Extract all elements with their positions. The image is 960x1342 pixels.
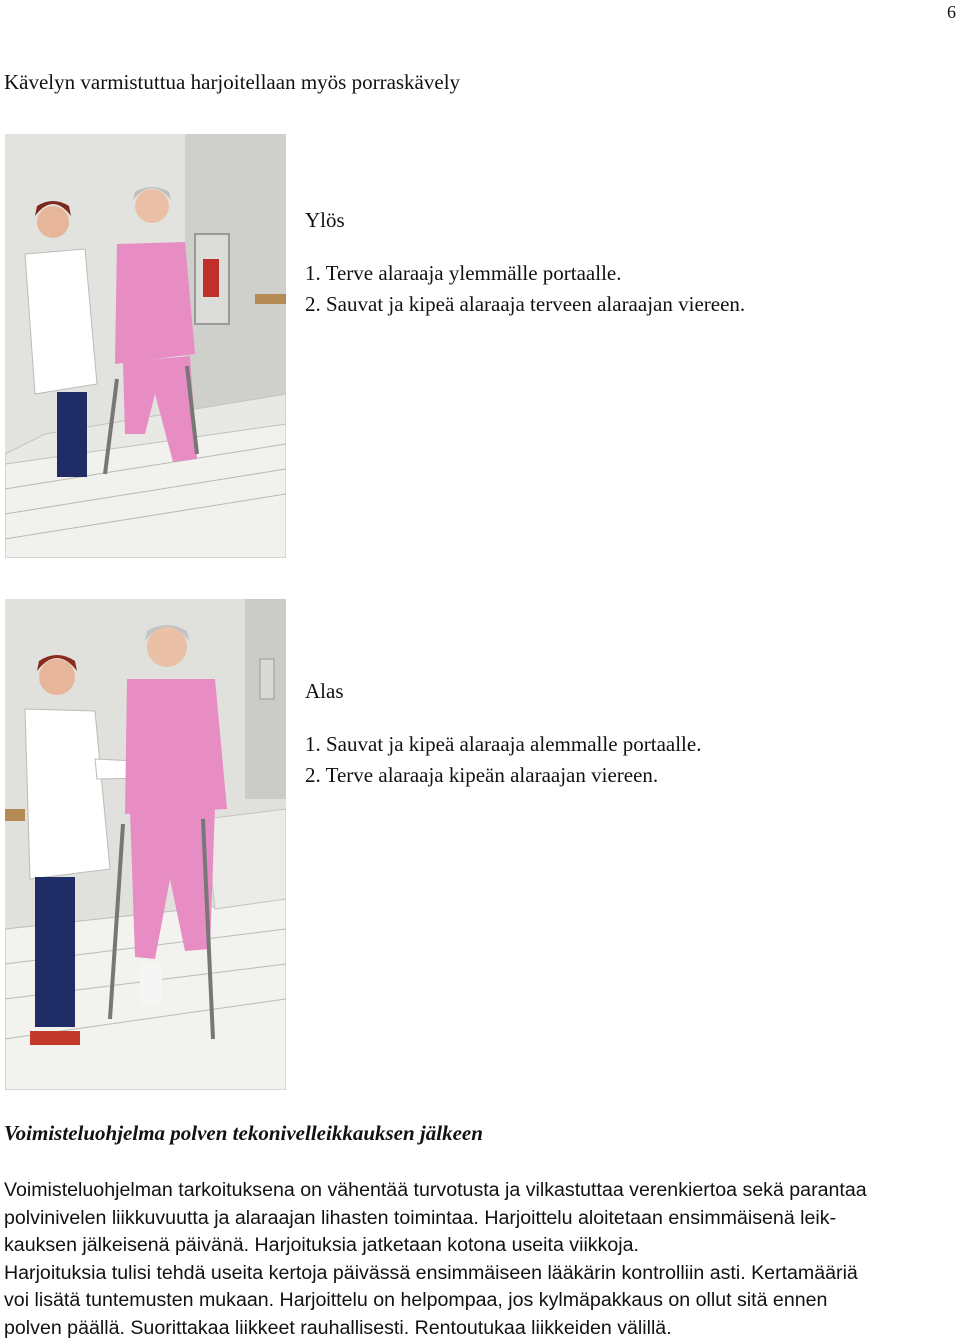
stairs-up-photo — [5, 134, 286, 558]
section-body — [4, 1177, 960, 1342]
stairs-up-heading: Ylös — [305, 205, 745, 236]
stairs-down-instructions — [305, 676, 701, 791]
stairs-down-step: 2. Terve alaraaja kipeän alaraajan viereen. — [305, 760, 701, 791]
body-line: Voimisteluohjelman tarkoituksena on vähentää turvotusta ja vilkastuttaa verenkiertoa sekä parantaa — [4, 1177, 960, 1205]
stairs-up-instructions — [305, 205, 745, 320]
stairs-down-photo — [5, 599, 286, 1090]
page-number: 6 — [947, 2, 956, 23]
intro-text: Kävelyn varmistuttua harjoitellaan myös porraskävely — [4, 70, 460, 95]
section-title: Voimisteluohjelma polven tekonivelleikkauksen jälkeen — [4, 1121, 483, 1146]
body-line: polvinivelen liikkuvuutta ja alaraajan lihasten toimintaa. Harjoittelu aloitetaan ensimmäisenä leik- — [4, 1205, 960, 1233]
body-line: Harjoituksia tulisi tehdä useita kertoja päivässä ensimmäiseen lääkärin kontrolliin asti. Kertamääriä — [4, 1260, 960, 1288]
stairs-down-heading: Alas — [305, 676, 701, 707]
stairs-up-step: 1. Terve alaraaja ylemmälle portaalle. — [305, 258, 745, 289]
stairs-up-step: 2. Sauvat ja kipeä alaraaja terveen alaraajan viereen. — [305, 289, 745, 320]
stairs-down-step: 1. Sauvat ja kipeä alaraaja alemmalle portaalle. — [305, 729, 701, 760]
body-line: polven päällä. Suorittakaa liikkeet rauhallisesti. Rentoutukaa liikkeiden välillä. — [4, 1315, 960, 1342]
body-line: kauksen jälkeisenä päivänä. Harjoituksia jatketaan kotona useita viikkoja. — [4, 1232, 960, 1260]
body-line: voi lisätä tuntemusten mukaan. Harjoittelu on helpompaa, jos kylmäpakkaus on ollut sitä ennen — [4, 1287, 960, 1315]
